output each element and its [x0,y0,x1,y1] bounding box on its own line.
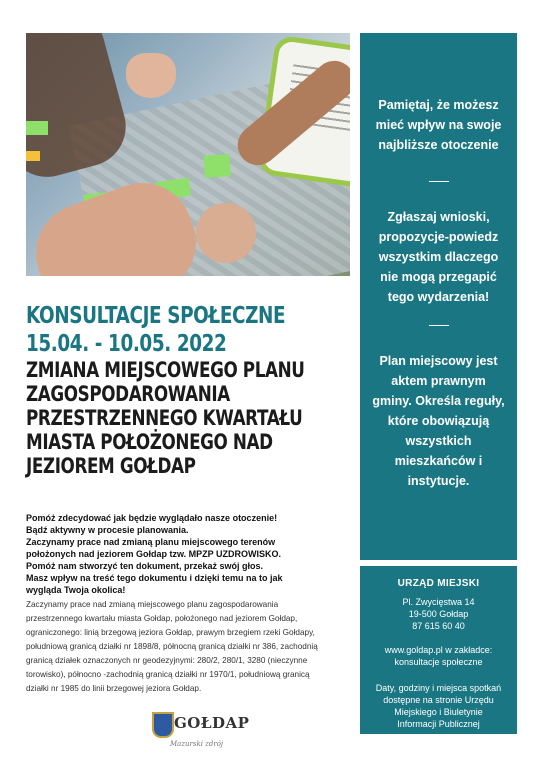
subtitle-line: PRZESTRZENNEGO KWARTAŁU [26,406,303,430]
subtitle-line: ZAGOSPODAROWANIA [26,382,230,406]
logo-name: GOŁDAP [174,714,250,732]
website-link[interactable]: www.goldap.pl w zakładce: [384,645,493,655]
side-message-1: Pamiętaj, że możesz mieć wpływ na swoje najbliższe otoczenie [375,98,502,152]
side-message-2: Zgłaszaj wnioski, propozycje-powiedz wszystkim dlaczego nie mogą przegapić tego wydarzenia! [378,210,499,304]
divider [429,325,449,326]
date-range: 15.04. - 10.05. 2022 [26,331,227,357]
website-section: konsultacje społeczne [394,657,483,667]
sticky-note [26,151,40,161]
lead-paragraph: Pomóż zdecydować jak będzie wyglądało nasze otoczenie! Bądź aktywny w procesie planowania. Zaczynamy prace nad zmianą planu miejscowego terenów położonych nad jeziorem Gołdap tzw. MPZP UZDROWISKO. Pomóż nam stworzyć ten dokument, przekaż swój głos. Masz wpływ na treść tego dokumentu i dzięki temu na to jak wygląda Twoja okolica! [26,513,283,595]
address-city: 19-500 Gołdap [408,609,469,619]
headline [26,302,356,478]
body-paragraph: Zaczynamy prace nad zmianą miejscowego planu zagospodarowania przestrzennego kwartału miasta Gołdap, położonego nad jeziorem Gołdap, ograniczonego: linią brzegową jeziora Gołdap, prawym brzegiem rzeki Gołdapy, południową granicą działki nr 1898/8, północną granicą działki nr 386, zachodnią granicą działek oznaczonych nr geodezyjnymi: 280/2, 280/1, 3280 (nieczynne torowisko), północno -zachodnią granicą działki nr 1970/1, południową granicą działki nr 1985 do linii brzegowej jeziora Gołdap. [26,600,318,693]
divider [429,181,449,182]
subtitle-line: MIASTA POŁOŻONEGO NAD [26,430,273,454]
phone-number: 87 615 60 40 [412,621,465,631]
goldap-logo [150,710,250,758]
contact-panel [360,566,517,734]
contact-title: URZĄD MIEJSKI [397,578,480,589]
sticky-note [26,121,48,135]
hand [126,53,176,98]
crest-icon [152,712,174,738]
side-panel [360,33,517,560]
hero-photo [26,33,350,276]
sticky-note [203,154,230,178]
subtitle-line: ZMIANA MIEJSCOWEGO PLANU [26,358,305,382]
logo-motto: Mazurski zdrój [170,740,224,748]
hand [196,203,256,263]
meeting-info: Daty, godziny i miejsca spotkań dostępne na stronie Urzędu Miejskiego i Biuletynie Informacji Publicznej [375,683,502,729]
side-message-3: Plan miejscowy jest aktem prawnym gminy. Określa reguły, które obowiązują wszystkich mieszkańców i instytucje. [372,354,505,488]
subtitle-line: JEZIOREM GOŁDAP [26,454,196,478]
address-street: Pl. Zwycięstwa 14 [402,597,475,607]
page-title: KONSULTACJE SPOŁECZNE [26,303,286,329]
